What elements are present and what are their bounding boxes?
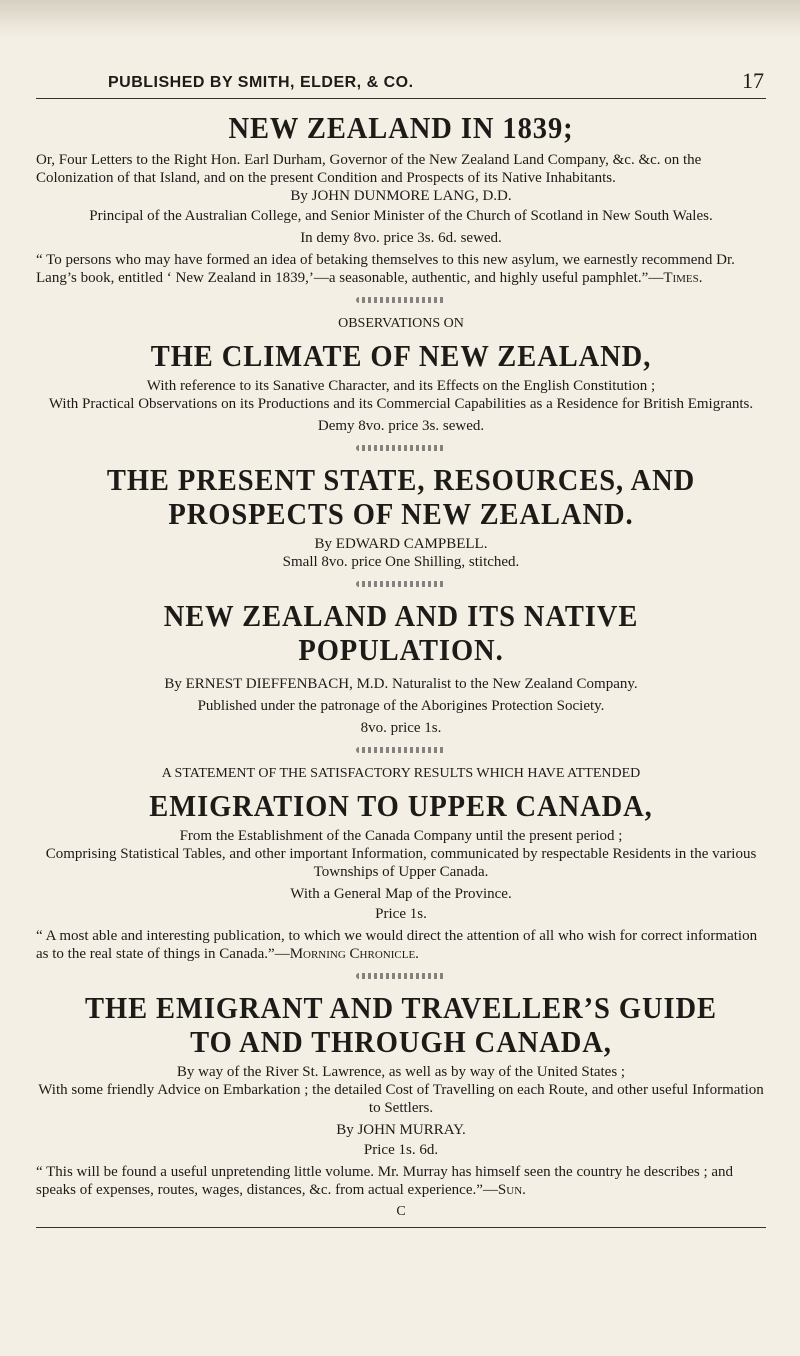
book-author: By EDWARD CAMPBELL. (314, 536, 488, 552)
divider-flourish (356, 973, 446, 979)
book-title: THE PRESENT STATE, RESOURCES, AND PROSPECTS OF NEW ZEALAND. (106, 462, 696, 531)
review-quote (36, 251, 766, 287)
divider-flourish (356, 445, 446, 451)
divider-flourish (356, 747, 446, 753)
page-number: 17 (742, 68, 764, 93)
book-description: With some friendly Advice on Embarkation ; the detailed Cost of Travelling on each Route, and other useful Information to Settlers. (38, 1082, 764, 1116)
review-source: —Morning Chronicle. (274, 946, 419, 962)
review-text: “ To persons who may have formed an idea of betaking themselves to this new asylum, we earnestly recommend Dr. Lang’s book, entitled ‘ New Zealand in 1839,’—a seasonable, authentic, and highly useful pamphlet.” (36, 252, 735, 286)
divider-flourish (356, 581, 446, 587)
book-author: By JOHN DUNMORE LANG, D.D. (290, 188, 512, 204)
book-price: Price 1s. (375, 906, 427, 922)
book-pre-title: A STATEMENT OF THE SATISFACTORY RESULTS WHICH HAVE ATTENDED (161, 766, 641, 781)
book-price: Price 1s. 6d. (363, 1142, 439, 1158)
book-price: Small 8vo. price One Shilling, stitched. (282, 554, 520, 570)
book-price: Demy 8vo. price 3s. sewed. (317, 418, 485, 434)
book-author: By ERNEST DIEFFENBACH, M.D. Naturalist to the New Zealand Company. (164, 676, 638, 692)
book-title: EMIGRATION TO UPPER CANADA, (149, 788, 653, 823)
publisher-line: PUBLISHED BY SMITH, ELDER, & CO. (108, 74, 414, 91)
book-entry-lang (36, 111, 766, 303)
book-patronage: Published under the patronage of the Aborigines Protection Society. (197, 698, 605, 714)
book-price: In demy 8vo. price 3s. 6d. sewed. (300, 230, 502, 246)
book-description: With Practical Observations on its Productions and its Commercial Capabilities as a Residence for British Emigrants. (48, 396, 754, 412)
book-price: 8vo. price 1s. (360, 720, 442, 736)
book-description: Comprising Statistical Tables, and other important Information, communicated by respectable Residents in the various Townships of Upper Canada. (45, 846, 757, 880)
book-map-note: With a General Map of the Province. (290, 886, 512, 902)
book-entry-dieffenbach (36, 599, 766, 753)
review-quote (36, 927, 766, 963)
book-title: NEW ZEALAND AND ITS NATIVE POPULATION. (163, 598, 639, 667)
book-title: NEW ZEALAND IN 1839; (228, 110, 574, 145)
review-source: —Times. (648, 270, 703, 286)
book-description: From the Establishment of the Canada Company until the present period ; (179, 828, 623, 844)
book-subtitle: Or, Four Letters to the Right Hon. Earl Durham, Governor of the New Zealand Land Company, &c. &c. on the Colonization of that Island, and on the present Condition and Prospects of its Native Inhabitants. (36, 152, 702, 186)
book-author: By JOHN MURRAY. (336, 1122, 466, 1138)
review-quote (36, 1163, 766, 1199)
page-edge-shadow (0, 0, 800, 38)
book-pre-title: OBSERVATIONS ON (338, 316, 464, 331)
signature-mark: C (396, 1204, 406, 1219)
review-source: —Sun. (482, 1182, 526, 1198)
review-text: “ A most able and interesting publication, to which we would direct the attention of all who wish for correct information as to the real state of things in Canada.” (36, 928, 758, 962)
book-description: With reference to its Sanative Character, and its Effects on the English Constitution ; (146, 378, 656, 394)
catalogue-page (36, 62, 766, 1228)
bottom-rule (36, 1227, 766, 1228)
running-header (36, 62, 766, 99)
book-entry-climate (36, 315, 766, 451)
book-title: THE EMIGRANT AND TRAVELLER’S GUIDE TO AND THROUGH CANADA, (85, 990, 717, 1059)
book-entry-upper-canada (36, 765, 766, 979)
review-text: “ This will be found a useful unpretending little volume. Mr. Murray has himself seen the country he describes ; and speaks of expenses, routes, wages, distances, &c. from actual experience.” (36, 1164, 734, 1198)
book-description: By way of the River St. Lawrence, as well as by way of the United States ; (176, 1064, 626, 1080)
book-entry-murray (36, 991, 766, 1221)
book-title: THE CLIMATE OF NEW ZEALAND, (150, 338, 652, 373)
author-affiliation: Principal of the Australian College, and Senior Minister of the Church of Scotland in New South Wales. (89, 208, 713, 224)
divider-flourish (356, 297, 446, 303)
book-entry-campbell (36, 463, 766, 587)
